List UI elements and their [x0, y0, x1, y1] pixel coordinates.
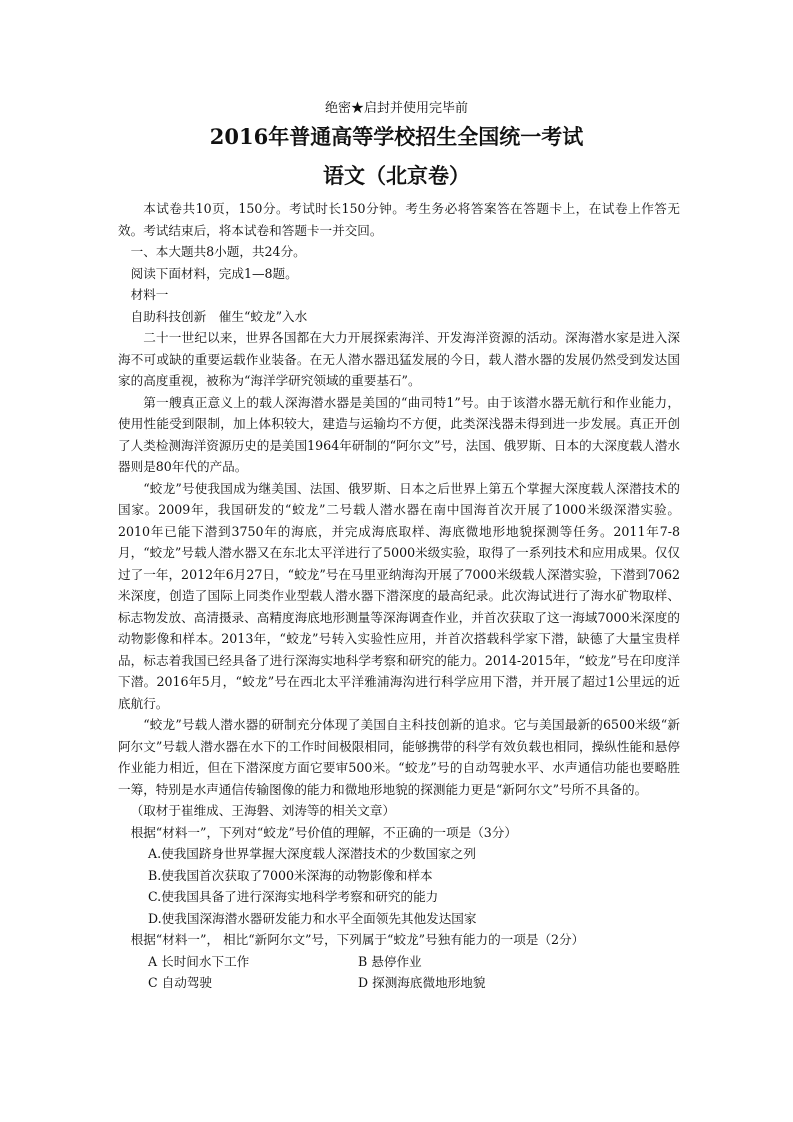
question-2-options-row-1 [118, 951, 680, 973]
question-2-option-c: C 自动驾驶 [148, 975, 213, 990]
material-label: 材料一 [130, 287, 169, 302]
material-headline: 自助科技创新 催生“蛟龙”入水 [130, 308, 308, 324]
material-paragraph: 第一艘真正意义上的载人深海潜水器是美国的“曲司特1”号。由于该潜水器无航行和作业能力，使用性能受到限制，加上体积较大，建造与运输均不方便，此类深浅器未得到进一步发展。真正开创了人类检测海洋资源历史的是美国1964年研制的“阿尔文”号，法国、俄罗斯、日本的大深度载人潜水器则是80年代的产品。 [118, 394, 680, 474]
question-1-stem: 根据“材料一”，下列对“蛟龙”号价值的理解，不正确的一项是（3分） [130, 824, 517, 840]
question-2-option-d: D 探测海底微地形地貌 [358, 975, 486, 990]
material-paragraph: “蛟龙”号载人潜水器的研制充分体现了美国自主科技创新的追求。它与美国最新的6500米级“新阿尔文”号载人潜水器在水下的工作时间极限相同，能够携带的科学有效负载也相同，操纵性能和悬停作业能力相近，但在下潜深度方面它要审500米。“蛟龙”号的自动驾驶水平、水声通信功能也要略胜一筹，特别是水声通信传输图像的能力和微地形地貌的探测能力更是“新阿尔文”号所不具备的。 [118, 717, 680, 797]
exam-subtitle: 语文（北京卷） [323, 163, 470, 188]
task-instruction: 阅读下面材料，完成1—8题。 [130, 265, 298, 281]
exam-content [118, 198, 680, 994]
question-2-option-b: B 悬停作业 [358, 953, 422, 969]
question-1-option-b: B.使我国首次获取了7000米深海的动物影像和样本 [148, 867, 433, 883]
question-2-option-a: A 长时间水下工作 [148, 953, 250, 969]
exam-title: 2016年普通高等学校招生全国统一考试 [209, 124, 584, 149]
question-2-stem: 根据“材料一”， 相比“新阿尔文”号，下列属于“蛟龙”号独有能力的一项是（2分） [130, 932, 585, 947]
question-1-option-d: D.使我国深海潜水器研发能力和水平全面领先其他发达国家 [148, 910, 477, 926]
section-heading: 一、本大题共8小题，共24分。 [130, 244, 306, 259]
material-paragraph: 二十一世纪以来，世界各国都在大力开展探索海洋、开发海洋资源的活动。深海潜水家是进入深海不可或缺的重要运载作业装备。在无人潜水器迅猛发展的今日，载人潜水器的发展仍然受到发达国家的高度重视，被称为“海洋学研究领域的重要基石”。 [118, 330, 680, 388]
question-1-option-a: A.使我国跻身世界掌握大深度载人深潜技术的少数国家之列 [148, 846, 476, 861]
material-paragraph: “蛟龙”号使我国成为继美国、法国、俄罗斯、日本之后世界上第五个掌握大深度载人深潜技术的国家。2009年，我国研发的“蛟龙”二号载人潜水器在南中国海首次开展了1000米级深潜实验。2010年已能下潜到3750年的海底，并完成海底取样、海底微地形地貌探测等任务。2011年7-8月，“蛟龙”号载人潜水器又在东北太平洋进行了5000米级实验，取得了一系列技术和应用成果。仅仅过了一年，2012年6月27日，“蛟龙”号在马里亚纳海沟开展了7000米级载人深潜实验，下潜到7062米深度，创造了国际上同类作业型载人潜水器下潜深度的最高纪录。此次海试进行了海水矿物取样、标志物发放、高清摄录、高精度海底地形测量等深海调查作业，并首次获取了这一海域7000米深度的动物影像和样本。2013年，“蛟龙”号转入实验性应用，并首次搭载科学家下潜，缺德了大量宝贵样品，标志着我国已经具备了进行深海实地科学考察和研究的能力。2014-2015年，“蛟龙”号在印度洋下潜。2016年5月，“蛟龙”号在西北太平洋雅浦海沟进行科学应用下潜，并开展了超过1公里远的近底航行。 [118, 480, 680, 711]
instructions: 本试卷共10页，150分。考试时长150分钟。考生务必将答案答在答题卡上，在试卷上作答无效。考试结束后，将本试卷和答题卡一并交回。 [118, 201, 680, 238]
confidential-mark: 绝密★启封并使用完毕前 [324, 101, 468, 116]
question-2-options-row-2 [118, 972, 680, 994]
question-1-option-c: C.使我国具备了进行深海实地科学考察和研究的能力 [148, 889, 439, 904]
material-source: （取材于崔维成、王海磐、刘涛等的相关文章） [130, 803, 396, 818]
